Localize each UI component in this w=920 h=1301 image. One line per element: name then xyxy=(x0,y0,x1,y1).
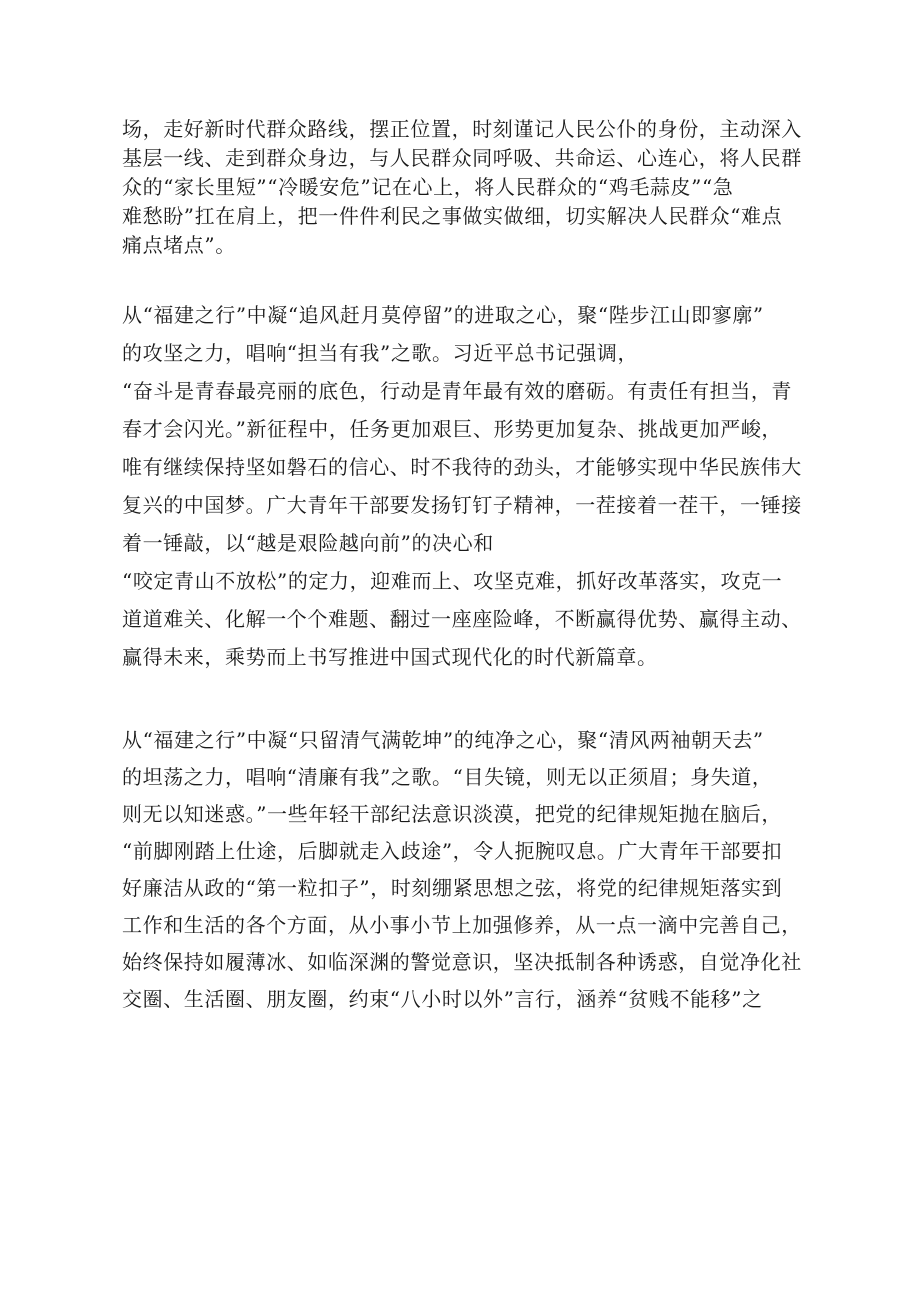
text-line: 痛点堵点”。 xyxy=(122,233,236,257)
text-line: 道道难关、化解一个个难题、翻过一座座险峰，不断赢得优势、赢得主动、 xyxy=(122,607,802,631)
text-line: “奋斗是青春最亮丽的底色，行动是青年最有效的磨砺。有责任有担当，青 xyxy=(122,379,793,403)
text-line: “前脚刚踏上仕途，后脚就走入歧途”，令人扼腕叹息。广大青年干部要扣 xyxy=(122,839,783,863)
text-line: 复兴的中国梦。广大青年干部要发扬钉钉子精神，一茬接着一茬干，一锤接 xyxy=(122,493,802,517)
text-line: 从“福建之行”中凝“追风赶月莫停留”的进取之心，聚“陛步江山即寥廓” xyxy=(122,303,764,327)
text-line: 基层一线、走到群众身边，与人民群众同呼吸、共命运、心连心，将人民群 xyxy=(122,146,802,170)
text-line: 好廉洁从政的“第一粒扣子”，时刻绷紧思想之弦，将党的纪律规矩落实到 xyxy=(122,876,783,900)
text-line: 众的“家长里短”“冷暖安危”记在心上，将人民群众的“鸡毛蒜皮”“急 xyxy=(122,175,734,199)
text-line: 难愁盼”扛在肩上，把一件件利民之事做实做细，切实解决人民群众“难点 xyxy=(122,204,783,228)
text-line: 的攻坚之力，唱响“担当有我”之歌。习近平总书记强调， xyxy=(122,341,639,365)
text-line: 着一锤敲，以“越是艰险越向前”的决心和 xyxy=(122,531,494,555)
text-line: 场，走好新时代群众路线，摆正位置，时刻谨记人民公仆的身份，主动深入 xyxy=(122,117,802,141)
text-line: 唯有继续保持坚如磐石的信心、时不我待的劲头，才能够实现中华民族伟大 xyxy=(122,455,802,479)
text-line: 工作和生活的各个方面，从小事小节上加强修养，从一点一滴中完善自己， xyxy=(122,913,802,937)
text-line: 始终保持如履薄冰、如临深渊的警觉意识，坚决抵制各种诱惑，自觉净化社 xyxy=(122,950,802,974)
text-line: 交圈、生活圈、朋友圈，约束“八小时以外”言行，涵养“贫贱不能移”之 xyxy=(122,987,763,1011)
text-line: 春才会闪光。”新征程中，任务更加艰巨、形势更加复杂、挑战更加严峻， xyxy=(122,417,783,441)
text-line: 则无以知迷惑。”一些年轻干部纪法意识淡漠，把党的纪律规矩抛在脑后， xyxy=(122,802,783,826)
text-line: 的坦荡之力，唱响“清廉有我”之歌。“目失镜，则无以正须眉；身失道， xyxy=(122,765,773,789)
text-line: 从“福建之行”中凝“只留清气满乾坤”的纯净之心，聚“清风两袖朝天去” xyxy=(122,728,764,752)
text-line: 赢得未来，乘势而上书写推进中国式现代化的时代新篇章。 xyxy=(122,645,658,669)
text-line: “咬定青山不放松”的定力，迎难而上、攻坚克难，抓好改革落实，攻克一 xyxy=(122,569,783,593)
